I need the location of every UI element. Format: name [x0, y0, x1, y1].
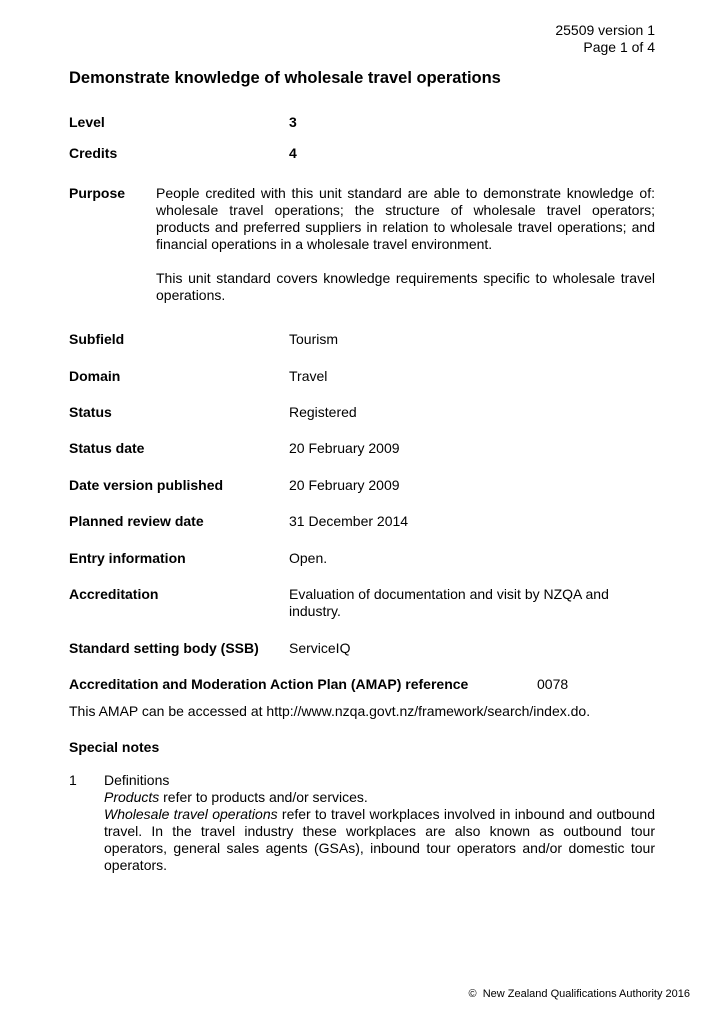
note-title: Definitions — [104, 772, 170, 788]
detail-value: Registered — [289, 404, 357, 420]
detail-value: Tourism — [289, 331, 339, 347]
document-title: Demonstrate knowledge of wholesale travel operations — [69, 69, 501, 87]
detail-label: Status date — [69, 440, 145, 456]
term-products: Products — [104, 789, 160, 805]
purpose-paragraph: This unit standard covers knowledge requirements specific to wholesale travel operations. — [156, 270, 655, 303]
detail-value: Travel — [289, 368, 328, 384]
footer-text: New Zealand Qualifications Authority 2016 — [482, 988, 690, 1000]
special-notes-heading: Special notes — [69, 739, 160, 755]
detail-label: Subfield — [69, 331, 125, 347]
detail-label: Accreditation — [69, 586, 159, 602]
note-body — [104, 772, 655, 874]
detail-value: 20 February 2009 — [289, 440, 400, 456]
detail-value: ServiceIQ — [289, 640, 351, 656]
note-number: 1 — [69, 772, 77, 788]
detail-label: Domain — [69, 368, 121, 384]
amap-label: Accreditation and Moderation Action Plan (AMAP) reference — [69, 676, 469, 692]
detail-label: Date version published — [69, 477, 224, 493]
copyright-icon: © — [468, 988, 477, 1000]
credits-label: Credits — [69, 145, 118, 161]
detail-value: 20 February 2009 — [289, 477, 400, 493]
amap-code: 0078 — [537, 676, 569, 692]
detail-label: Status — [69, 404, 112, 420]
detail-value: Open. — [289, 550, 328, 566]
level-label: Level — [69, 114, 105, 130]
level-value: 3 — [289, 114, 297, 130]
definition-products-text: refer to products and/or services. — [159, 789, 368, 805]
detail-label: Entry information — [69, 550, 186, 566]
purpose-label: Purpose — [69, 185, 126, 201]
credits-value: 4 — [289, 145, 297, 161]
definition-wholesale-text: refer to travel workplaces involved in inbound and outbound travel. In the travel industry these workplaces are also known as outbound tour operators, general sales agents (GSAs), inbound tour operators and/or domestic tour operators. — [104, 806, 655, 873]
detail-label: Planned review date — [69, 513, 204, 529]
term-wholesale-travel-operations: Wholesale travel operations — [104, 806, 278, 822]
detail-value: Evaluation of documentation and visit by NZQA and industry. — [289, 586, 609, 619]
doc-version: 25509 version 1 — [555, 22, 655, 38]
purpose-paragraph: People credited with this unit standard are able to demonstrate knowledge of: wholesale travel operations; the structure of wholesale travel operators; products and preferred suppliers in relation to wholesale travel operations; and financial operations in a wholesale travel environment. — [156, 185, 655, 252]
definition-products — [104, 789, 655, 806]
detail-value: 31 December 2014 — [289, 513, 409, 529]
page-number: Page 1 of 4 — [583, 39, 655, 55]
page-header — [555, 22, 655, 56]
amap-note: This AMAP can be accessed at http://www.nzqa.govt.nz/framework/search/index.do. — [69, 703, 591, 719]
purpose-text — [156, 185, 655, 304]
detail-label: Standard setting body (SSB) — [69, 640, 259, 656]
footer-copyright — [468, 987, 690, 1001]
definition-wholesale — [104, 806, 655, 874]
